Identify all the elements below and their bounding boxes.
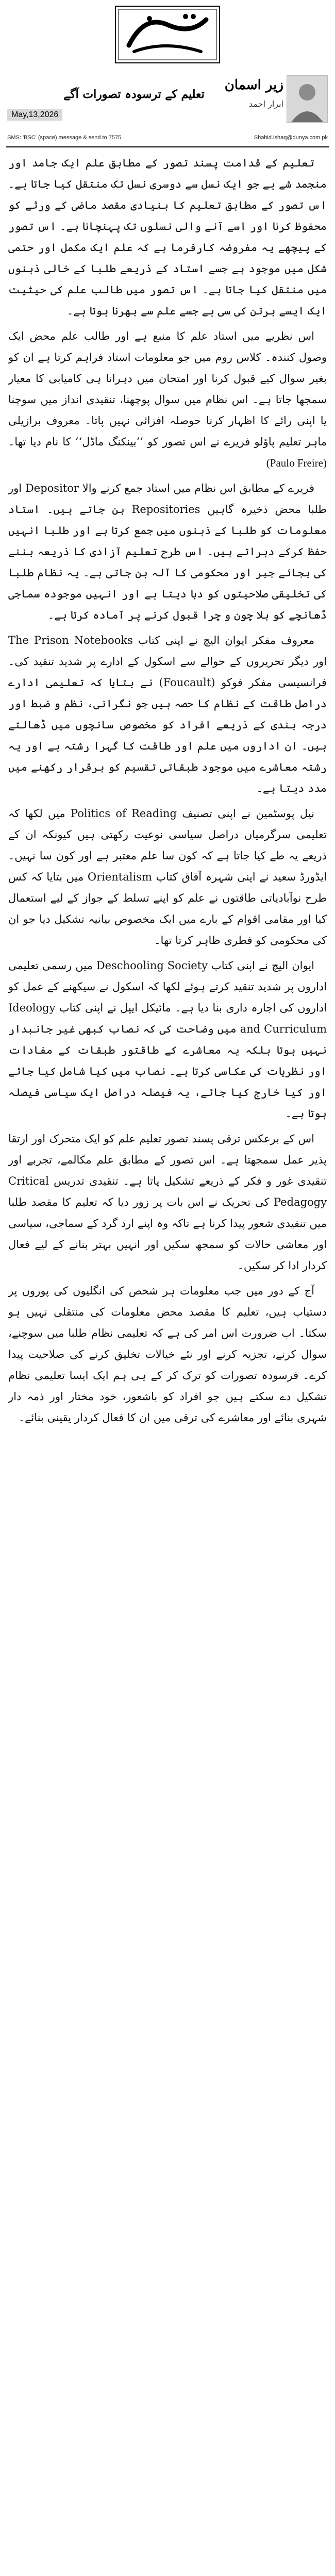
person-icon (287, 76, 327, 122)
latin-name: (Paulo Freire) (266, 457, 327, 469)
publish-date: May,13,2026 (7, 109, 62, 121)
paragraph: تعلیم کے قدامت پسند تصور کے مطابق علم ایک جامد اور منجمد شے ہے جو ایک نسل سے دوسری نسل تک منتقل کیا جاتا ہے۔ اس تصور کے مطابق تعلیم کا بنیادی مقصد ماضی کے ورثے کو محفوظ کرنا اور اسے آنے والی نسلوں تک پہنچانا ہے۔ اس تصور کے پیچھے یہ مفروضہ کارفرما ہے کہ علم ایک مکمل اور حتمی شکل میں موجود ہے جسے استاد کے ذریعے طلبا کے خالی ذہنوں میں منتقل کیا جاتا ہے۔ اس تصور میں طالب علم کی حیثیت ایک ایسے برتن کی سی ہے جسے علم سے بھرنا ہوتا ہے۔ (8, 157, 327, 317)
contact-strip (0, 133, 335, 144)
article-headline: تعلیم کے ترسودہ تصورات آگے (63, 88, 205, 101)
paragraph: آج کے دور میں جب معلومات ہر شخص کی انگلیوں کی پوروں پر دستیاب ہیں، تعلیم کا مقصد محض معلومات کی منتقلی نہیں ہو سکتا۔ اب ضرورت اس امر کی ہے کہ تعلیمی نظام طلبا میں سوچنے، سوال کرنے، تجزیہ کرنے اور نئے خیالات تخلیق کرنے کی صلاحیت پیدا کرے۔ فرسودہ تصورات کو ترک کر کے ہی ہم ایک ایسا تعلیمی نظام تشکیل دے سکتے ہیں جو افراد کو باشعور، خود مختار اور ذمہ دار شہری بنائے اور معاشرے کی ترقی میں ان کا فعال کردار یقینی بنائے۔ (8, 1285, 327, 1424)
paragraph (8, 326, 327, 474)
paragraph: نیل پوسٹمین نے اپنی تصنیف Politics of Reading میں لکھا کہ تعلیمی سرگرمیاں دراصل سیاسی نوعیت رکھتی ہیں کیونکہ ان کے ذریعے یہ طے کیا جاتا ہے کہ کون سا علم معتبر ہے اور کون سا نہیں۔ ایڈورڈ سعید نے اپنی شہرہ آفاق کتاب Orientalism میں بتایا کہ کس طرح نوآبادیاتی طاقتوں نے علم کو اپنے تسلط کے جواز کے لیے استعمال کیا اور مقامی اقوام کے بارے میں ایک مخصوص بیانیہ تشکیل دیا جو ان کی محکومی کو فطری ظاہر کرتا تھا۔ (8, 807, 327, 946)
article-body (8, 153, 327, 2565)
paragraph: فریرے کے مطابق اس نظام میں استاد جمع کرنے والا Depositor اور طلبا محض ذخیرہ گاہیں Repositories بن جاتے ہیں۔ استاد معلومات کو طلبا کے ذہنوں میں جمع کرتا ہے اور طلبا انہیں حفظ کرکے دہراتے ہیں۔ اس طرح تعلیم آزادی کا ذریعہ بننے کی بجائے جبر اور محکومی کا آلہ بن جاتی ہے۔ یہ نظام طلبا کی تخلیقی صلاحیتوں کو دبا دیتا ہے اور انہیں موجودہ سماجی ڈھانچے کو بلا چون و چرا قبول کرنے پر آمادہ کرتا ہے۔ (8, 482, 327, 621)
paragraph-text: اس نظریے میں استاد علم کا منبع ہے اور طالب علم محض ایک وصول کنندہ۔ کلاس روم میں جو معلومات استاد فراہم کرتا ہے ان کو بغیر سوال کیے قبول کرنا اور امتحان میں دہرانا ہی کامیابی کا معیار سمجھا جاتا ہے۔ اس نظام میں سوال پوچھنا، تنقیدی انداز میں سوچنا یا اپنی رائے کا اظہار کرنا حوصلہ افزائی نہیں پاتا۔ معروف برازیلی ماہر تعلیم پاؤلو فریرے نے اس تصور کو ’’بینکنگ ماڈل‘‘ کا نام دیا تھا۔ (8, 330, 327, 448)
column-header (0, 72, 335, 128)
email-info: Shahid.ishaq@dunya.com.pk (254, 135, 328, 141)
divider (6, 146, 329, 147)
author-photo (287, 75, 328, 123)
paragraph: ایوان الیچ نے اپنی کتاب Deschooling Society میں رسمی تعلیمی اداروں پر شدید تنقید کرتے ہوئے لکھا کہ اسکول نے سیکھنے کے عمل کو اداروں کی اجارہ داری بنا دیا ہے۔ مائیکل ایپل نے اپنی کتاب Ideology and Curriculum میں وضاحت کی کہ نصاب کبھی غیر جانبدار نہیں ہوتا بلکہ یہ معاشرے کے طاقتور طبقات کے مفادات اور نظریات کی عکاسی کرتا ہے۔ نصاب میں کیا شامل کیا جائے اور کیا خارج کیا جائے، یہ فیصلہ دراصل ایک سیاسی فیصلہ ہوتا ہے۔ (8, 959, 327, 1120)
column-name: زیر اسمان (224, 77, 283, 93)
paragraph: معروف مفکر ایوان الیچ نے اپنی کتاب The Prison Notebooks اور دیگر تحریروں کے حوالے سے اسکول کے ادارے پر شدید تنقید کی۔ فرانسیسی مفکر فوکو (Foucault) نے بتایا کہ تعلیمی ادارے دراصل طاقت کے نظام کا حصہ ہیں جو نگرانی، نظم و ضبط اور درجہ بندی کے ذریعے افراد کو مخصوص سانچوں میں ڈھالتے ہیں۔ ان اداروں میں علم اور طاقت کا گہرا رشتہ ہے اور یہ رشتہ معاشرے میں موجود طبقاتی تقسیم کو برقرار رکھنے میں مدد دیتا ہے۔ (8, 634, 327, 794)
masthead-logo (113, 4, 222, 65)
dunya-logo-icon (113, 4, 222, 65)
sms-info: SMS: 'BSC' (space) message & send to 7575 (7, 135, 122, 141)
author-name: ابرار احمد (249, 99, 283, 109)
paragraph: اس کے برعکس ترقی پسند تصور تعلیم علم کو ایک متحرک اور ارتقا پذیر عمل سمجھتا ہے۔ اس تصور کے مطابق علم مکالمے، تجربے اور تنقیدی غور و فکر کے ذریعے تشکیل پاتا ہے۔ تنقیدی تدریس Critical Pedagogy کی تحریک نے اس بات پر زور دیا کہ تعلیم کا مقصد طلبا میں تنقیدی شعور پیدا کرنا ہے تاکہ وہ اپنے ارد گرد کے سماجی، سیاسی اور معاشی حالات کو سمجھ سکیں اور انہیں بہتر بنانے کے لیے فعال کردار ادا کر سکیں۔ (8, 1133, 327, 1272)
